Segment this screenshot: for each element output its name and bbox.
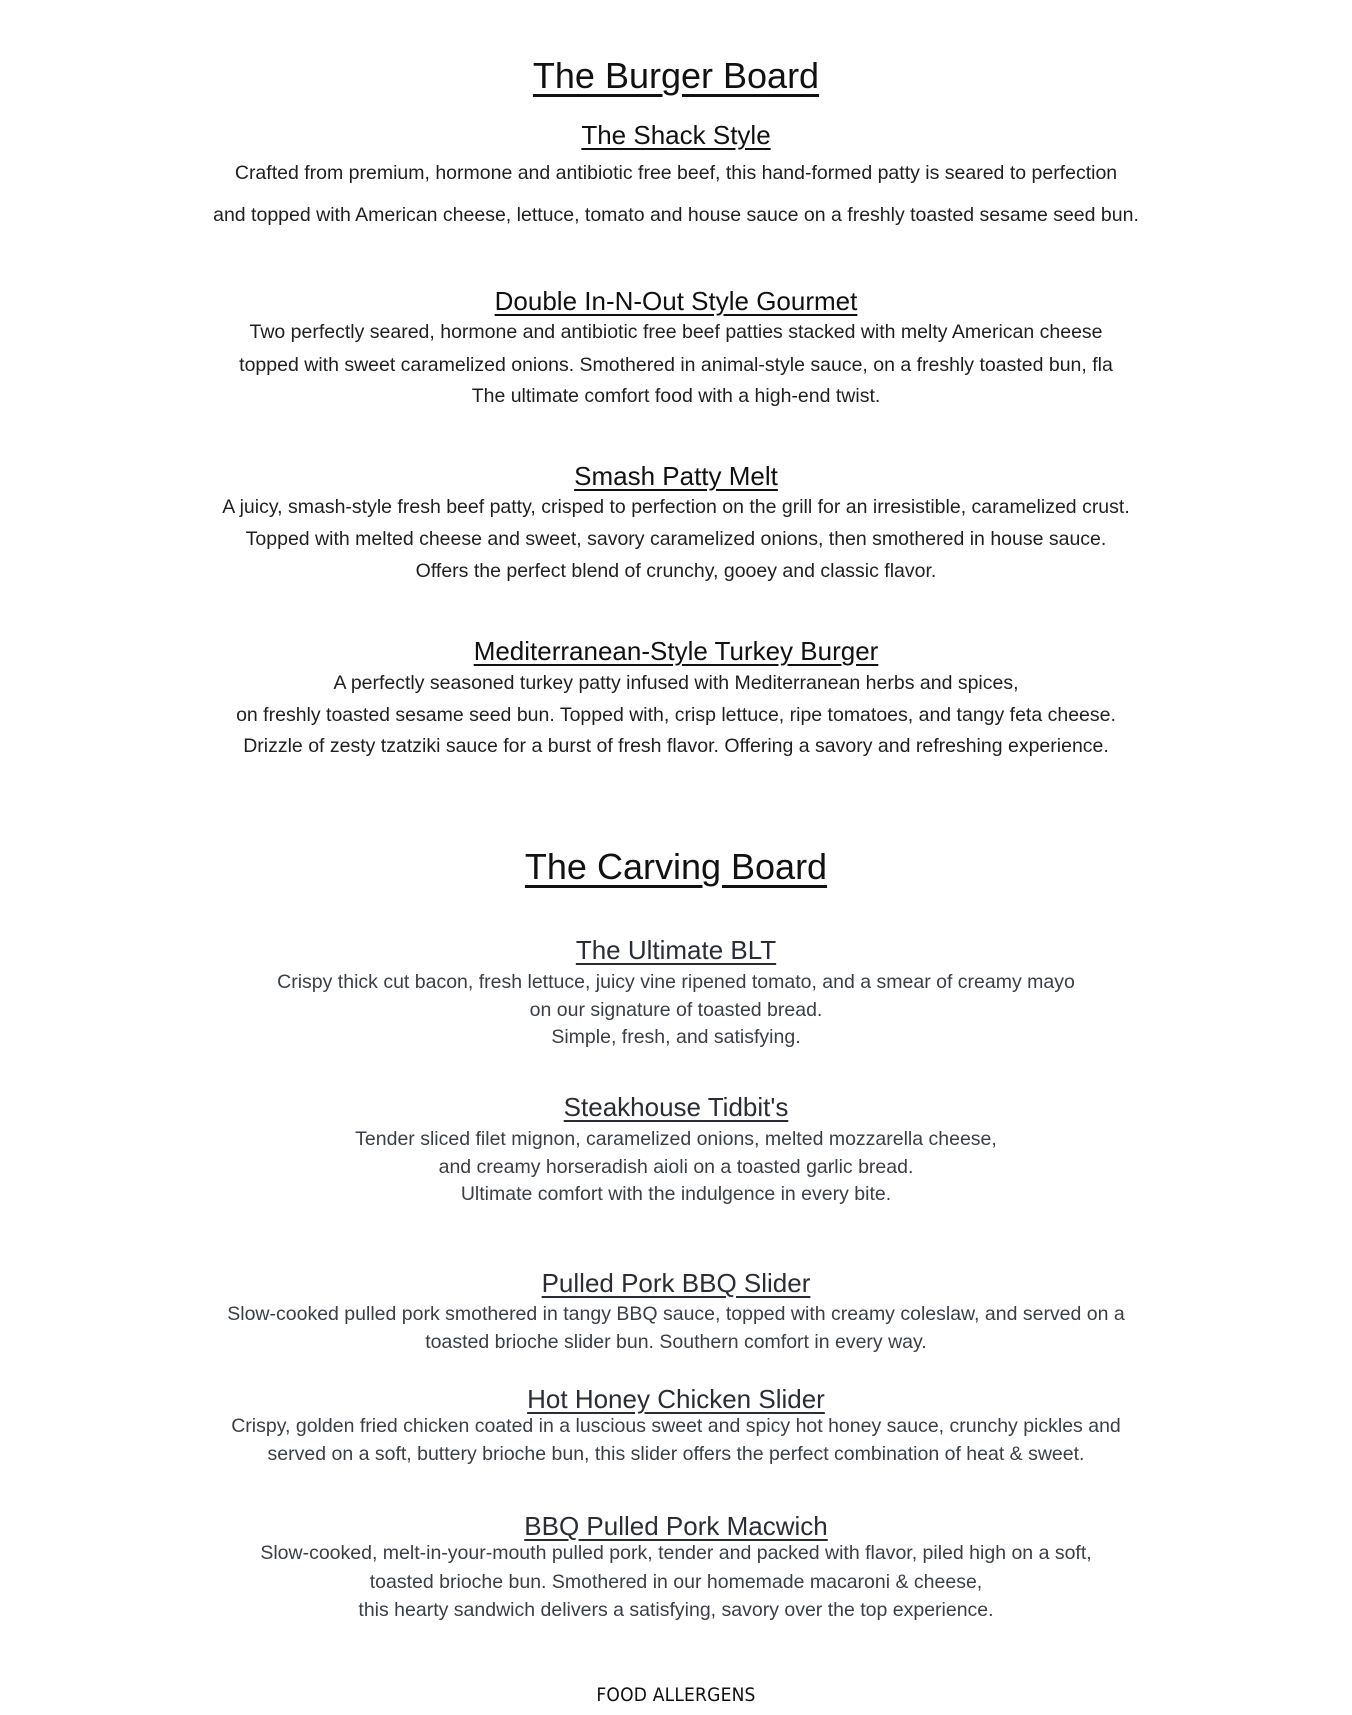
- item-description-line: Crispy, golden fried chicken coated in a luscious sweet and spicy hot honey sauce, crunchy pickles and: [231, 1415, 1121, 1437]
- menu-item-pulled-pork-bbq-slider: [0, 1270, 1352, 1352]
- item-description-line: Ultimate comfort with the indulgence in every bite.: [460, 1183, 892, 1205]
- item-description-line: A perfectly seasoned turkey patty infused with Mediterranean herbs and spices,: [333, 672, 1019, 694]
- item-description-line: and topped with American cheese, lettuce, tomato and house sauce on a freshly toasted sesame seed bun.: [213, 203, 1139, 226]
- item-title: Pulled Pork BBQ Slider: [541, 1268, 811, 1298]
- item-description-line: served on a soft, buttery brioche bun, this slider offers the perfect combination of heat & sweet.: [267, 1442, 1085, 1465]
- menu-item-mediterranean-turkey-burger: [0, 638, 1352, 757]
- item-title: Double In-N-Out Style Gourmet: [494, 286, 858, 316]
- item-description-line: Slow-cooked, melt-in-your-mouth pulled pork, tender and packed with flavor, piled high on a soft,: [260, 1542, 1092, 1564]
- menu-item-shack-style: [0, 122, 1352, 225]
- item-title: Mediterranean-Style Turkey Burger: [473, 636, 879, 666]
- menu-item-steakhouse-tidbits: [0, 1094, 1352, 1205]
- menu-item-ultimate-blt: [0, 937, 1352, 1048]
- item-description-line: Offers the perfect blend of crunchy, gooey and classic flavor.: [415, 560, 937, 582]
- item-description-line: on freshly toasted sesame seed bun. Topped with, crisp lettuce, ripe tomatoes, and tangy feta cheese.: [236, 703, 1116, 726]
- item-description-line: Two perfectly seared, hormone and antibiotic free beef patties stacked with melty American cheese: [249, 321, 1103, 343]
- item-title: BBQ Pulled Pork Macwich: [524, 1511, 828, 1541]
- menu-item-bbq-pulled-pork-macwich: [0, 1513, 1352, 1621]
- item-description-line: Drizzle of zesty tzatziki sauce for a burst of fresh flavor. Offering a savory and refreshing experience.: [243, 735, 1109, 757]
- carving-board-title: The Carving Board: [524, 846, 828, 887]
- item-title: The Shack Style: [581, 120, 771, 150]
- item-description-line: topped with sweet caramelized onions. Smothered in animal-style sauce, on a freshly toasted bun, fla: [239, 353, 1113, 376]
- item-description-line: Crafted from premium, hormone and antibiotic free beef, this hand-formed patty is seared to perfection: [234, 162, 1118, 184]
- menu-item-hot-honey-chicken-slider: [0, 1386, 1352, 1464]
- item-description-line: this hearty sandwich delivers a satisfying, savory over the top experience.: [358, 1599, 994, 1621]
- item-description-line: Simple, fresh, and satisfying.: [551, 1026, 801, 1048]
- item-description-line: Tender sliced filet mignon, caramelized onions, melted mozzarella cheese,: [355, 1128, 997, 1150]
- item-description-line: Crispy thick cut bacon, fresh lettuce, juicy vine ripened tomato, and a smear of creamy mayo: [277, 971, 1075, 993]
- item-title: Steakhouse Tidbit's: [563, 1092, 789, 1122]
- item-description-line: toasted brioche bun. Smothered in our homemade macaroni & cheese,: [369, 1570, 983, 1593]
- item-description-line: The ultimate comfort food with a high-end twist.: [471, 385, 881, 407]
- item-description-line: toasted brioche slider bun. Southern comfort in every way.: [425, 1330, 927, 1353]
- item-title: Hot Honey Chicken Slider: [527, 1384, 825, 1414]
- food-allergens-label: FOOD ALLERGENS: [596, 1684, 756, 1706]
- item-description-line: Topped with melted cheese and sweet, savory caramelized onions, then smothered in house sauce.: [245, 527, 1107, 550]
- item-description-line: Slow-cooked pulled pork smothered in tangy BBQ sauce, topped with creamy coleslaw, and served on a: [227, 1303, 1125, 1325]
- item-title: The Ultimate BLT: [575, 935, 777, 965]
- item-description-line: A juicy, smash-style fresh beef patty, crisped to perfection on the grill for an irresistible, caramelized crust.: [222, 496, 1130, 518]
- menu-item-smash-patty-melt: [0, 463, 1352, 582]
- item-description-line: and creamy horseradish aioli on a toasted garlic bread.: [438, 1155, 914, 1178]
- item-description-line: on our signature of toasted bread.: [529, 998, 823, 1021]
- item-title: Smash Patty Melt: [574, 461, 778, 491]
- menu-item-double-in-n-out: [0, 288, 1352, 407]
- burger-board-title: The Burger Board: [532, 55, 820, 96]
